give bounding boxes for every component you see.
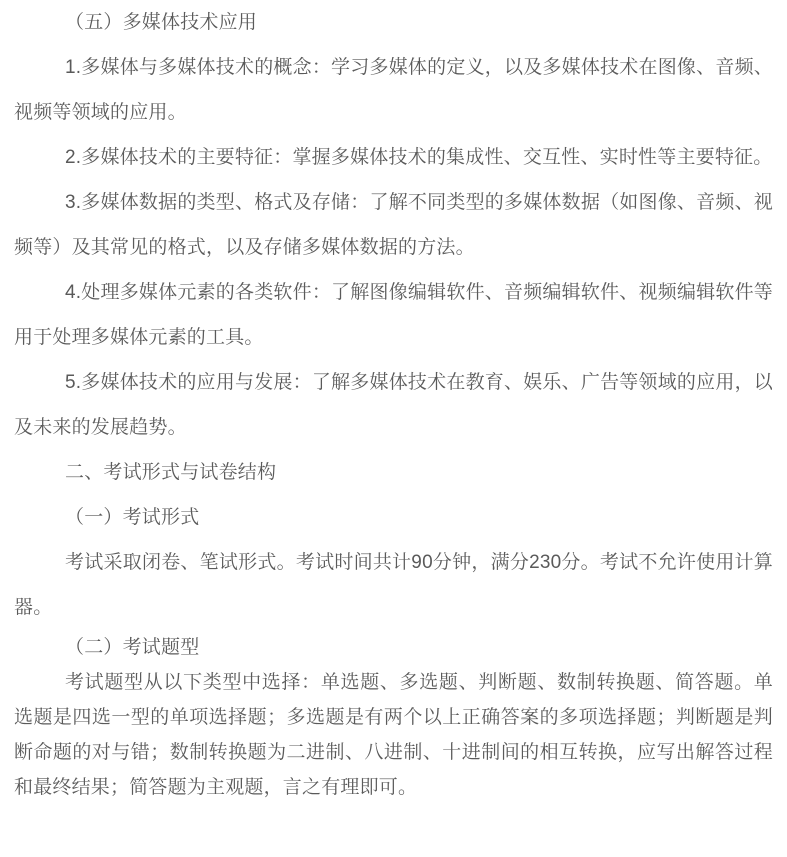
para-exam-question-types-details: 考试题型从以下类型中选择：单选题、多选题、判断题、数制转换题、简答题。单选题是四选一型的单项选择题；多选题是有两个以上正确答案的多项选择题；判断题是判断命题的对与错；数制转换题为二进制、八进制、十进制间的相互转换，应写出解答过程和最终结果；简答题为主观题，言之有理即可。 [14,672,773,798]
heading-exam-question-types: （二）考试题型 [65,637,200,658]
para-multimedia-data-types: 3.多媒体数据的类型、格式及存储：了解不同类型的多媒体数据（如图像、音频、视频等）及其常见的格式，以及存储多媒体数据的方法。 [14,192,773,258]
heading-exam-form: （一）考试形式 [65,507,200,528]
heading-exam-format-structure: 二、考试形式与试卷结构 [65,462,277,483]
para-multimedia-concept: 1.多媒体与多媒体技术的概念：学习多媒体的定义，以及多媒体技术在图像、音频、视频等领域的应用。 [14,57,773,123]
para-multimedia-software: 4.处理多媒体元素的各类软件：了解图像编辑软件、音频编辑软件、视频编辑软件等用于处理多媒体元素的工具。 [14,282,773,348]
para-exam-form-details: 考试采取闭卷、笔试形式。考试时间共计90分钟，满分230分。考试不允许使用计算器。 [14,552,773,618]
heading-multimedia-applications: （五）多媒体技术应用 [65,12,258,33]
para-multimedia-features: 2.多媒体技术的主要特征：掌握多媒体技术的集成性、交互性、实时性等主要特征。 [65,147,773,168]
para-multimedia-development: 5.多媒体技术的应用与发展：了解多媒体技术在教育、娱乐、广告等领域的应用，以及未来的发展趋势。 [14,372,773,438]
